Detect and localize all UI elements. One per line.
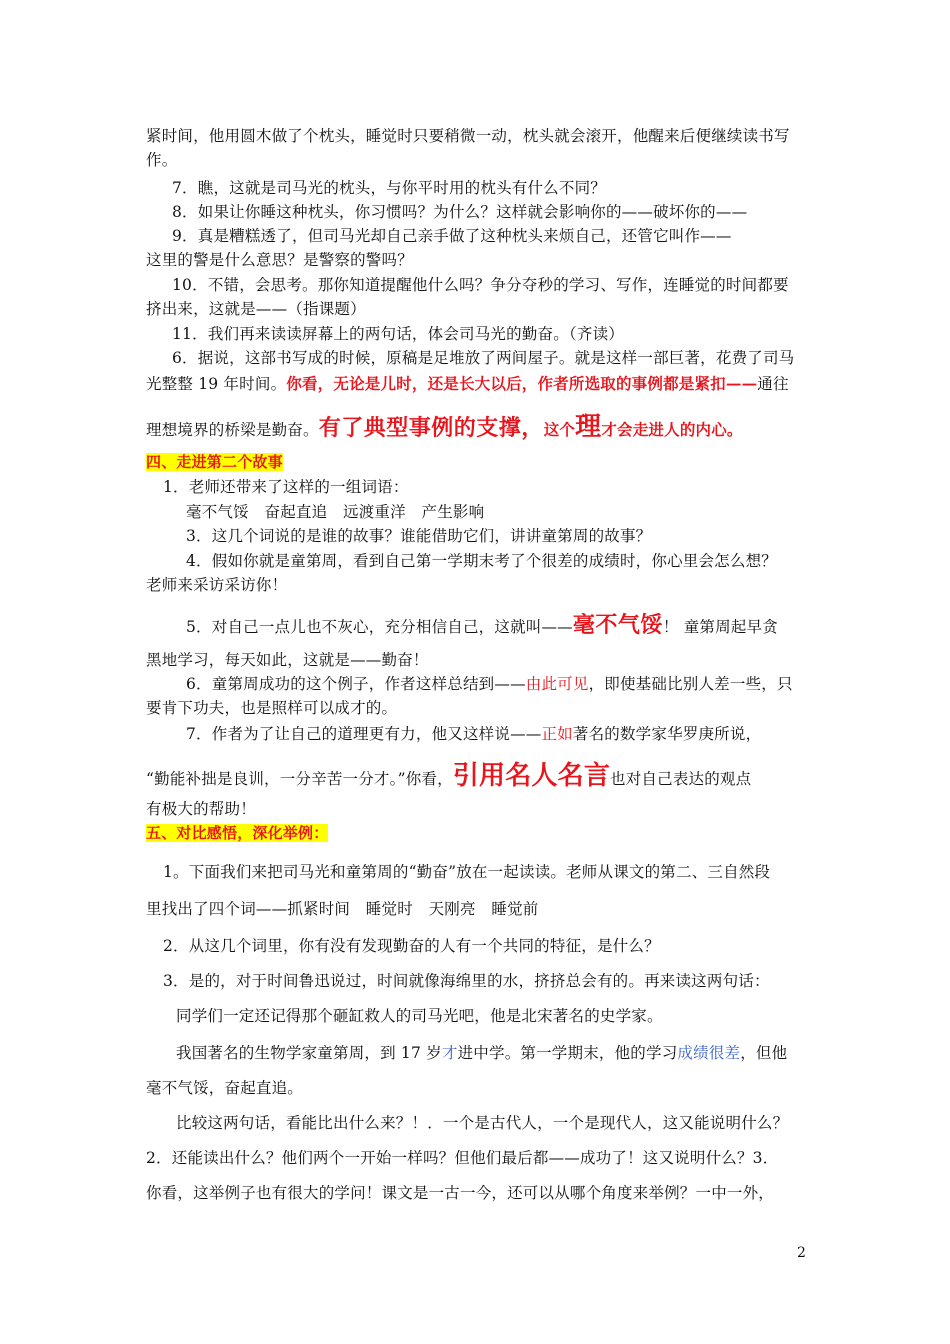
quoted-sentence bbox=[176, 1041, 787, 1065]
text-line: 3．是的，对于时间鲁迅说过，时间就像海绵里的水，挤挤总会有的。再来读这两句话： bbox=[163, 972, 770, 990]
text-line: 作。 bbox=[146, 151, 178, 169]
emphasis-text-huge: 理 bbox=[575, 412, 602, 442]
text-line: 你看，这举例子也有很大的学问！课文是一古一今，还可以从哪个角度来举例？一中一外， bbox=[146, 1184, 775, 1202]
text-run: 理想境界的桥梁是勤奋。 bbox=[146, 421, 319, 439]
text-run: “勤能补拙是良训，一分辛苦一分才。”你看， bbox=[146, 770, 453, 788]
text-line bbox=[146, 410, 743, 447]
text-line: 老师来采访采访你！ bbox=[146, 576, 288, 594]
text-run: 6．童第周成功的这个例子，作者这样总结到—— bbox=[186, 675, 526, 693]
emphasis-text: 你看，无论是儿时，还是长大以后，作者所选取的事例都是紧扣—— bbox=[286, 374, 758, 393]
text-run: 通往 bbox=[757, 375, 789, 393]
text-line: 9．真是糟糕透了，但司马光却自己亲手做了这种枕头来烦自己，还管它叫作—— bbox=[172, 227, 732, 245]
emphasis-text-large: 毫不气馁 bbox=[572, 612, 663, 638]
text-line: 10．不错，会思考。那你知道提醒他什么吗？争分夺秒的学习、写作，连睡觉的时间都要 bbox=[172, 276, 789, 294]
text-run: 5．对自己一点儿也不灰心，充分相信自己，这就叫—— bbox=[186, 618, 573, 636]
text-line: 2．从这几个词里，你有没有发现勤奋的人有一个共同的特征，是什么？ bbox=[163, 937, 660, 955]
text-line: 黑地学习，每天如此，这就是——勤奋！ bbox=[146, 651, 429, 669]
text-run: ，即使基础比别人差一些，只 bbox=[588, 675, 793, 693]
text-run: 也对自己表达的观点 bbox=[610, 770, 752, 788]
text-line bbox=[186, 672, 793, 696]
text-line: 8．如果让你睡这种枕头，你习惯吗？为什么？这样就会影响你的——破坏你的—— bbox=[172, 203, 748, 221]
blue-text: 成绩很差 bbox=[677, 1044, 741, 1062]
text-line: 比较这两句话，看能比出什么来？！．一个是古代人，一个是现代人，这又能说明什么？ bbox=[176, 1114, 789, 1132]
text-line: 11．我们再来读读屏幕上的两句话，体会司马光的勤奋。（齐读） bbox=[172, 325, 624, 343]
text-line: 挤出来，这就是——（指课题） bbox=[146, 300, 366, 318]
section-heading-text: 四、走进第二个故事 bbox=[146, 453, 283, 471]
text-line: 3．这几个词说的是谁的故事？谁能借助它们，讲讲童第周的故事？ bbox=[186, 527, 652, 545]
section-heading-text: 五、对比感悟，深化举例： bbox=[146, 824, 329, 842]
text-run: 7．作者为了让自己的道理更有力，他又这样说—— bbox=[186, 725, 542, 743]
text-line: 里找出了四个词——抓紧时间 睡觉时 天刚亮 睡觉前 bbox=[146, 900, 539, 918]
text-run: 光整整 19 年时间。 bbox=[146, 375, 287, 393]
text-line: 这里的警是什么意思？是警察的警吗？ bbox=[146, 251, 413, 269]
text-run: 我国著名的生物学家童第周，到 17 岁 bbox=[176, 1044, 442, 1062]
section-heading bbox=[146, 451, 283, 473]
text-line: 6．据说，这部书写成的时候，原稿是足堆放了两间屋子。就是这样一部巨著，花费了司马 bbox=[172, 349, 795, 367]
text-line bbox=[146, 372, 789, 396]
emphasis-text: 这个 bbox=[543, 420, 576, 439]
section-heading bbox=[146, 822, 328, 844]
text-line: 毫不气馁，奋起直追。 bbox=[146, 1079, 304, 1097]
text-line bbox=[186, 722, 761, 746]
text-run: ！ 童第周起早贪 bbox=[662, 618, 778, 636]
text-line: 2．还能读出什么？他们两个一开始一样吗？但他们最后都——成功了！这又说明什么？3． bbox=[146, 1149, 779, 1167]
text-run: ，但他 bbox=[740, 1044, 788, 1062]
text-line: 7．瞧，这就是司马光的枕头，与你平时用的枕头有什么不同？ bbox=[172, 179, 606, 197]
emphasis-text-large: 有了典型事例的支撑， bbox=[318, 415, 544, 441]
page-number: 2 bbox=[797, 1245, 806, 1261]
red-text: 由此可见 bbox=[525, 675, 589, 693]
emphasis-text-huge: 引用名人名言 bbox=[452, 761, 611, 791]
text-line bbox=[186, 610, 778, 642]
red-text: 正如 bbox=[541, 725, 573, 743]
text-line: 紧时间，他用圆木做了个枕头，睡觉时只要稍微一动，枕头就会滚开，他醒来后便继续读书写 bbox=[146, 127, 790, 145]
text-line: 有极大的帮助！ bbox=[146, 800, 256, 818]
emphasis-text: 才会走进人的内心。 bbox=[601, 420, 743, 439]
vocabulary-words: 毫不气馁 奋起直追 远渡重洋 产生影响 bbox=[186, 503, 485, 521]
quoted-sentence: 同学们一定还记得那个砸缸救人的司马光吧，他是北宋著名的史学家。 bbox=[176, 1007, 663, 1025]
text-line: 1。下面我们来把司马光和童第周的“勤奋”放在一起读读。老师从课文的第二、三自然段 bbox=[163, 863, 771, 881]
text-line: 4．假如你就是童第周，看到自己第一学期末考了个很差的成绩时，你心里会怎么想？ bbox=[186, 552, 777, 570]
blue-text: 才 bbox=[441, 1044, 458, 1062]
text-run: 进中学。第一学期末，他的学习 bbox=[457, 1044, 678, 1062]
text-run: 著名的数学家华罗庚所说， bbox=[572, 725, 762, 743]
text-line: 1．老师还带来了这样的一组词语： bbox=[163, 478, 409, 496]
text-line: 要肯下功夫，也是照样可以成才的。 bbox=[146, 699, 398, 717]
text-line bbox=[146, 760, 751, 795]
